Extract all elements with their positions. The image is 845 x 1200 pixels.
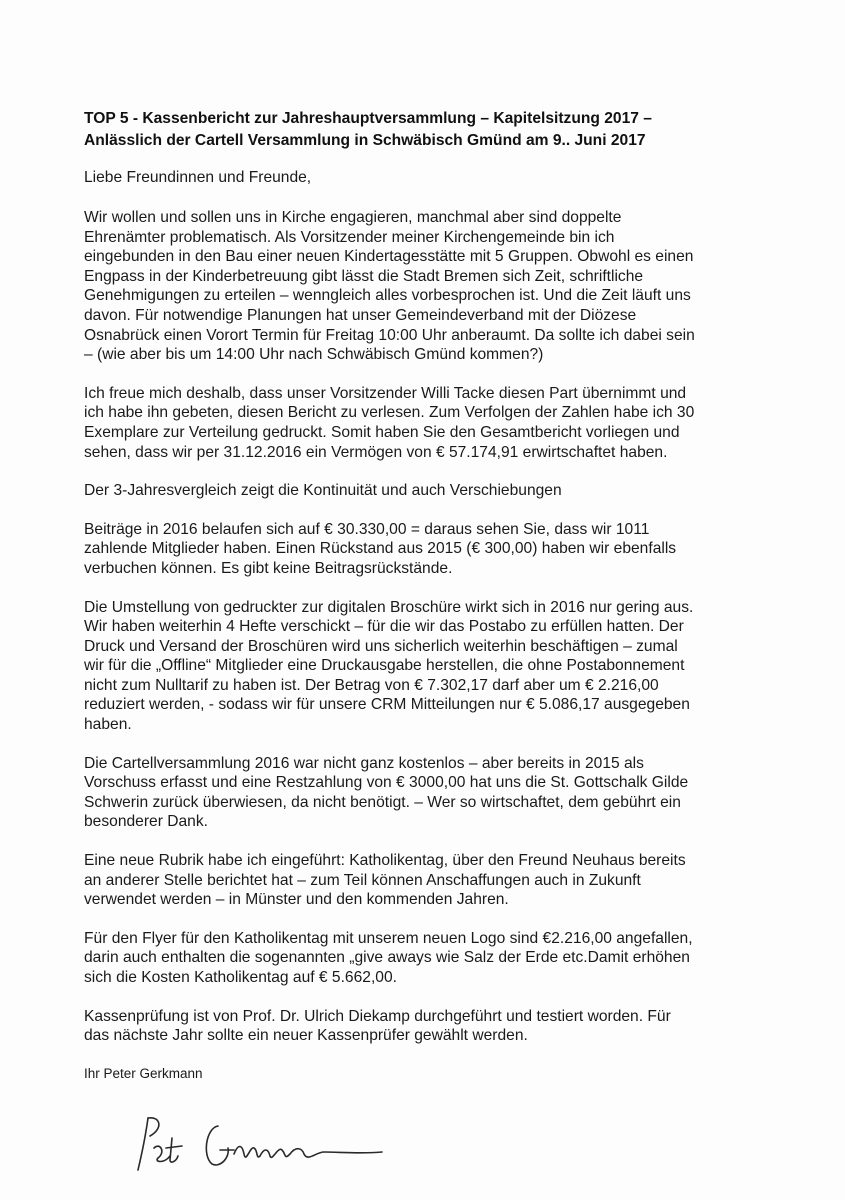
- paragraph-line: – (wie aber bis um 14:00 Uhr nach Schwäbisch Gmünd kommen?): [84, 346, 544, 364]
- closing-line: Ihr Peter Gerkmann: [84, 1065, 203, 1081]
- paragraph: [84, 851, 764, 910]
- paragraph: [84, 520, 764, 579]
- paragraph-line: eingebunden in den Bau einer neuen Kindertagesstätte mit 5 Gruppen. Obwohl es einen: [84, 248, 694, 266]
- paragraph-line: reduziert werden, - sodass wir für unsere CRM Mitteilungen nur € 5.086,17 ausgegeben: [84, 696, 690, 714]
- paragraph-line: haben.: [84, 716, 132, 734]
- paragraph-line: an anderer Stelle berichtet hat – zum Teil können Anschaffungen auch in Zukunft: [84, 871, 641, 889]
- paragraph-list: [84, 208, 764, 1046]
- document-title: [84, 108, 764, 152]
- paragraph-line: Beiträge in 2016 belaufen sich auf € 30.330,00 = daraus sehen Sie, dass wir 1011: [84, 520, 650, 538]
- paragraph-line: Wir haben weiterhin 4 Hefte verschickt – für die wir das Postabo zu erfüllen hatten. Der: [84, 618, 684, 636]
- title-line: Anlässlich der Cartell Versammlung in Schwäbisch Gmünd am 9.. Juni 2017: [84, 132, 646, 149]
- paragraph-line: Die Umstellung von gedruckter zur digitalen Broschüre wirkt sich in 2016 nur gering aus.: [84, 598, 694, 616]
- paragraph: [84, 481, 764, 501]
- salutation: Liebe Freundinnen und Freunde,: [84, 169, 312, 186]
- paragraph-line: besonderer Dank.: [84, 813, 208, 831]
- paragraph-line: verwendet werden – in Münster und den kommenden Jahren.: [84, 891, 509, 909]
- paragraph-line: Schwerin zurück überwiesen, da nicht benötigt. – Wer so wirtschaftet, dem gebührt ein: [84, 793, 681, 811]
- paragraph-line: ich habe ihn gebeten, diesen Bericht zu verlesen. Zum Verfolgen der Zahlen habe ich 30: [84, 404, 695, 422]
- paragraph-line: Druck und Versand der Broschüren wird uns sicherlich weiterhin beschäftigen – zumal: [84, 637, 678, 655]
- paragraph-line: Ich freue mich deshalb, dass unser Vorsitzender Willi Tacke diesen Part übernimmt und: [84, 384, 687, 402]
- paragraph-line: nicht zum Nulltarif zu haben ist. Der Betrag von € 7.302,17 darf aber um € 2.216,00: [84, 676, 659, 694]
- paragraph-line: Osnabrück einen Vorort Termin für Freitag 10:00 Uhr anberaumt. Da sollte ich dabei sein: [84, 326, 695, 344]
- paragraph-line: Wir wollen und sollen uns in Kirche engagieren, manchmal aber sind doppelte: [84, 209, 622, 226]
- paragraph-line: zahlende Mitglieder haben. Einen Rückstand aus 2015 (€ 300,00) haben wir ebenfalls: [84, 540, 677, 558]
- paragraph-line: Genehmigungen zu erteilen – wenngleich alles vorbesprochen ist. Und die Zeit läuft uns: [84, 287, 691, 305]
- title-line: TOP 5 - Kassenbericht zur Jahreshauptversammlung – Kapitelsitzung 2017 –: [84, 110, 652, 127]
- paragraph-line: Kassenprüfung ist von Prof. Dr. Ulrich Diekamp durchgeführt und testiert worden. Für: [84, 1007, 671, 1025]
- paragraph: [84, 208, 764, 365]
- document-body: [84, 108, 764, 1083]
- paragraph-line: darin auch enthalten die sogenannten „give aways wie Salz der Erde etc.Damit erhöhen: [84, 949, 690, 967]
- paragraph-line: Vorschuss erfasst und eine Restzahlung von € 3000,00 hat uns die St. Gottschalk Gilde: [84, 774, 689, 792]
- paragraph-line: wir für die „Offline“ Mitglieder eine Druckausgabe herstellen, die ohne Postabonnement: [84, 657, 685, 675]
- paragraph: [84, 598, 764, 735]
- paragraph-line: Eine neue Rubrik habe ich eingeführt: Katholikentag, über den Freund Neuhaus bereits: [84, 852, 686, 870]
- paragraph-line: Engpass in der Kinderbetreuung gibt lässt die Stadt Bremen sich Zeit, schriftliche: [84, 267, 644, 285]
- paragraph-line: Exemplare zur Verteilung gedruckt. Somit haben Sie den Gesamtbericht vorliegen und: [84, 423, 680, 441]
- paragraph: [84, 1007, 764, 1046]
- paragraph-line: Für den Flyer für den Katholikentag mit unserem neuen Logo sind €2.216,00 angefallen,: [84, 929, 693, 947]
- paragraph-line: davon. Für notwendige Planungen hat unser Gemeindeverband mit der Diözese: [84, 306, 637, 324]
- paragraph: [84, 384, 764, 462]
- paragraph: [84, 929, 764, 988]
- handwritten-signature: [120, 1108, 400, 1188]
- paragraph-line: Der 3-Jahresvergleich zeigt die Kontinuität und auch Verschiebungen: [84, 482, 562, 500]
- paragraph-line: verbuchen können. Es gibt keine Beitragsrückstände.: [84, 559, 453, 577]
- paragraph-line: Ehrenämter problematisch. Als Vorsitzender meiner Kirchengemeinde bin ich: [84, 228, 615, 246]
- paragraph-line: sehen, dass wir per 31.12.2016 ein Vermögen von € 57.174,91 erwirtschaftet haben.: [84, 443, 668, 461]
- paragraph: [84, 754, 764, 832]
- paragraph-line: sich die Kosten Katholikentag auf € 5.662,00.: [84, 969, 397, 986]
- paragraph-line: Die Cartellversammlung 2016 war nicht ganz kostenlos – aber bereits in 2015 als: [84, 754, 644, 772]
- paragraph-line: das nächste Jahr sollte ein neuer Kassenprüfer gewählt werden.: [84, 1027, 528, 1045]
